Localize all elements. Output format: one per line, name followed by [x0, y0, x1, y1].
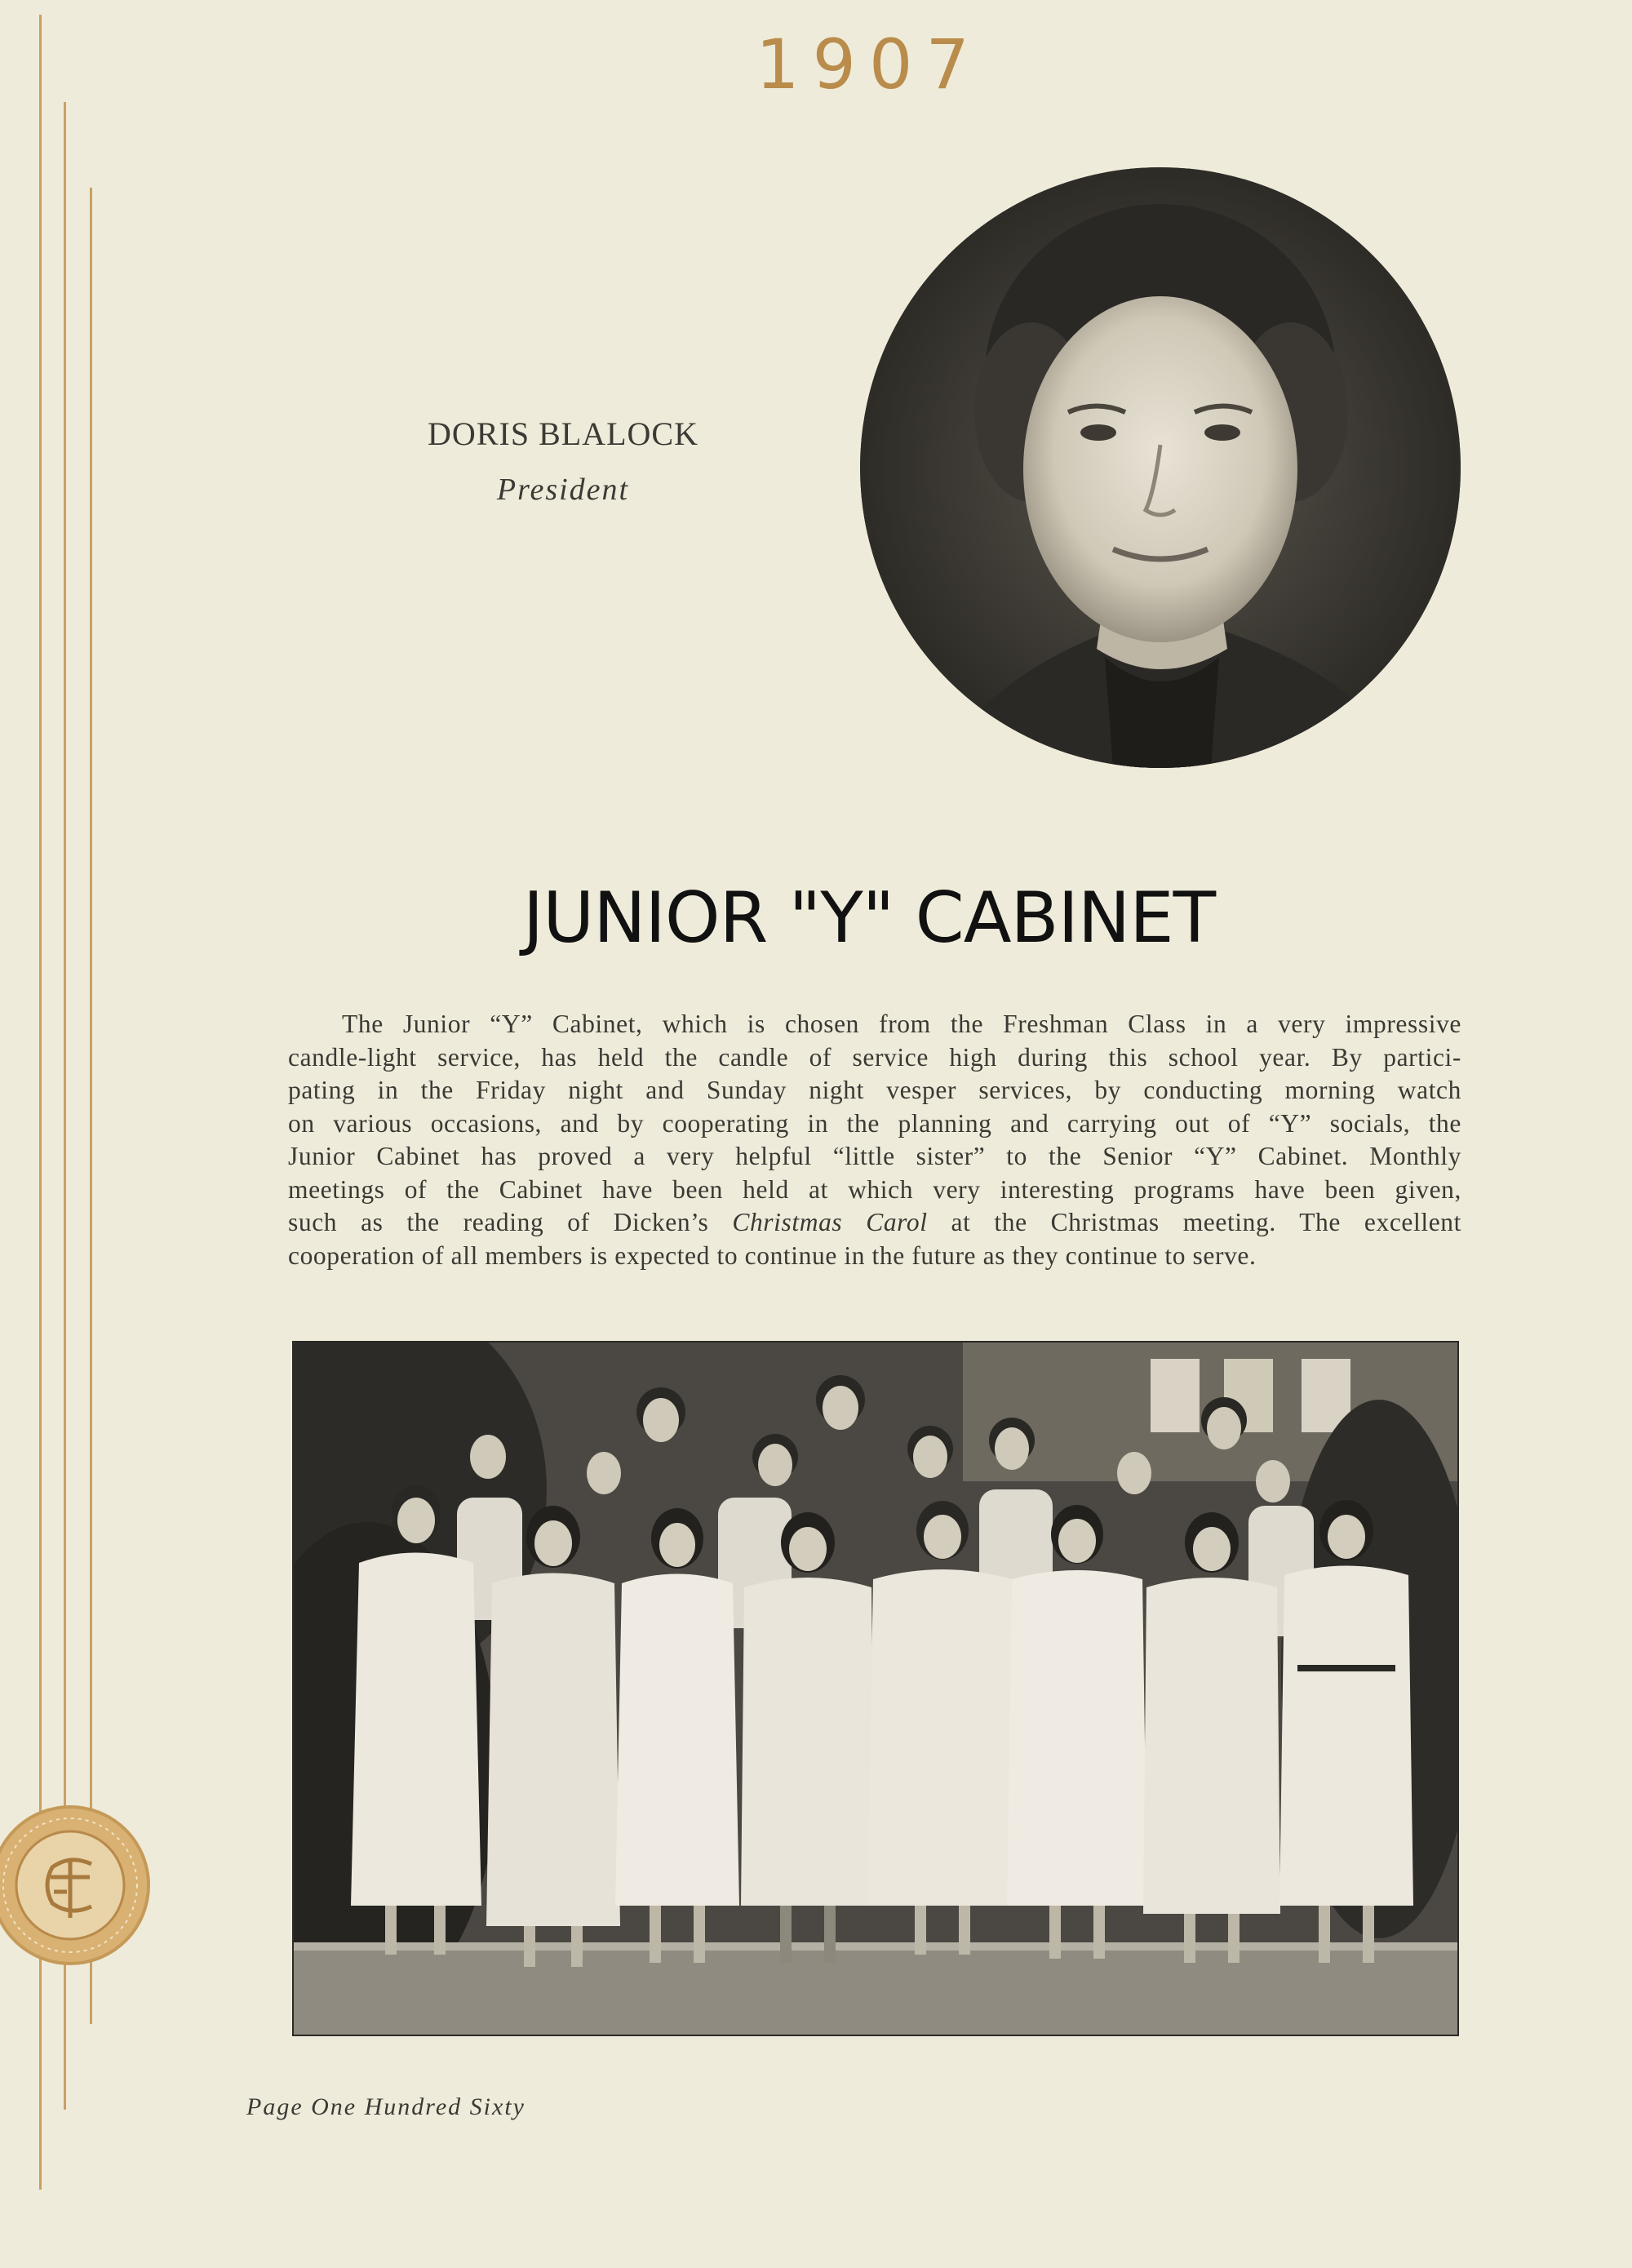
paragraph-line: meetings of the Cabinet have been held at which very interesting programs have been given, — [288, 1174, 1461, 1204]
paragraph-line: pating in the Friday night and Sunday night vesper services, by conducting morning watch — [288, 1076, 1461, 1104]
paragraph-line — [288, 1206, 1461, 1240]
page-number-label: Page One Hundred Sixty — [246, 2093, 526, 2120]
college-seal-icon — [0, 1804, 152, 1967]
portrait-illustration — [860, 167, 1461, 768]
paragraph-line: The Junior “Y” Cabinet, which is chosen from the Freshman Class in a very impressive — [342, 1010, 1461, 1038]
section-body-paragraph — [288, 1008, 1461, 1272]
group-photo-illustration — [294, 1343, 1459, 2036]
president-portrait-photo — [860, 167, 1461, 768]
officer-name: DORIS BLALOCK — [428, 415, 698, 452]
paragraph-text: at the Christmas meeting. The excellent — [927, 1208, 1461, 1236]
officer-title: President — [496, 473, 630, 507]
seal-graphic — [0, 1804, 152, 1967]
margin-rule-inner — [90, 188, 92, 2024]
section-heading: JUNIOR "Y" CABINET — [522, 877, 1216, 959]
paragraph-line: Junior Cabinet has proved a very helpful “little sister” to the Senior “Y” Cabinet. Monthly — [288, 1142, 1461, 1170]
cabinet-group-photo — [292, 1341, 1459, 2036]
book-title: Christmas Carol — [732, 1208, 928, 1236]
page-year: 1907 — [756, 24, 982, 104]
paragraph-line: candle-light service, has held the candle of service high during this school year. By partici- — [288, 1042, 1461, 1072]
paragraph-text: such as the reading of Dicken’s — [288, 1208, 733, 1236]
paragraph-line: on various occasions, and by cooperating in the planning and carrying out of “Y” socials, the — [288, 1108, 1461, 1138]
paragraph-line: cooperation of all members is expected to continue in the future as they continue to serve. — [288, 1241, 1257, 1270]
